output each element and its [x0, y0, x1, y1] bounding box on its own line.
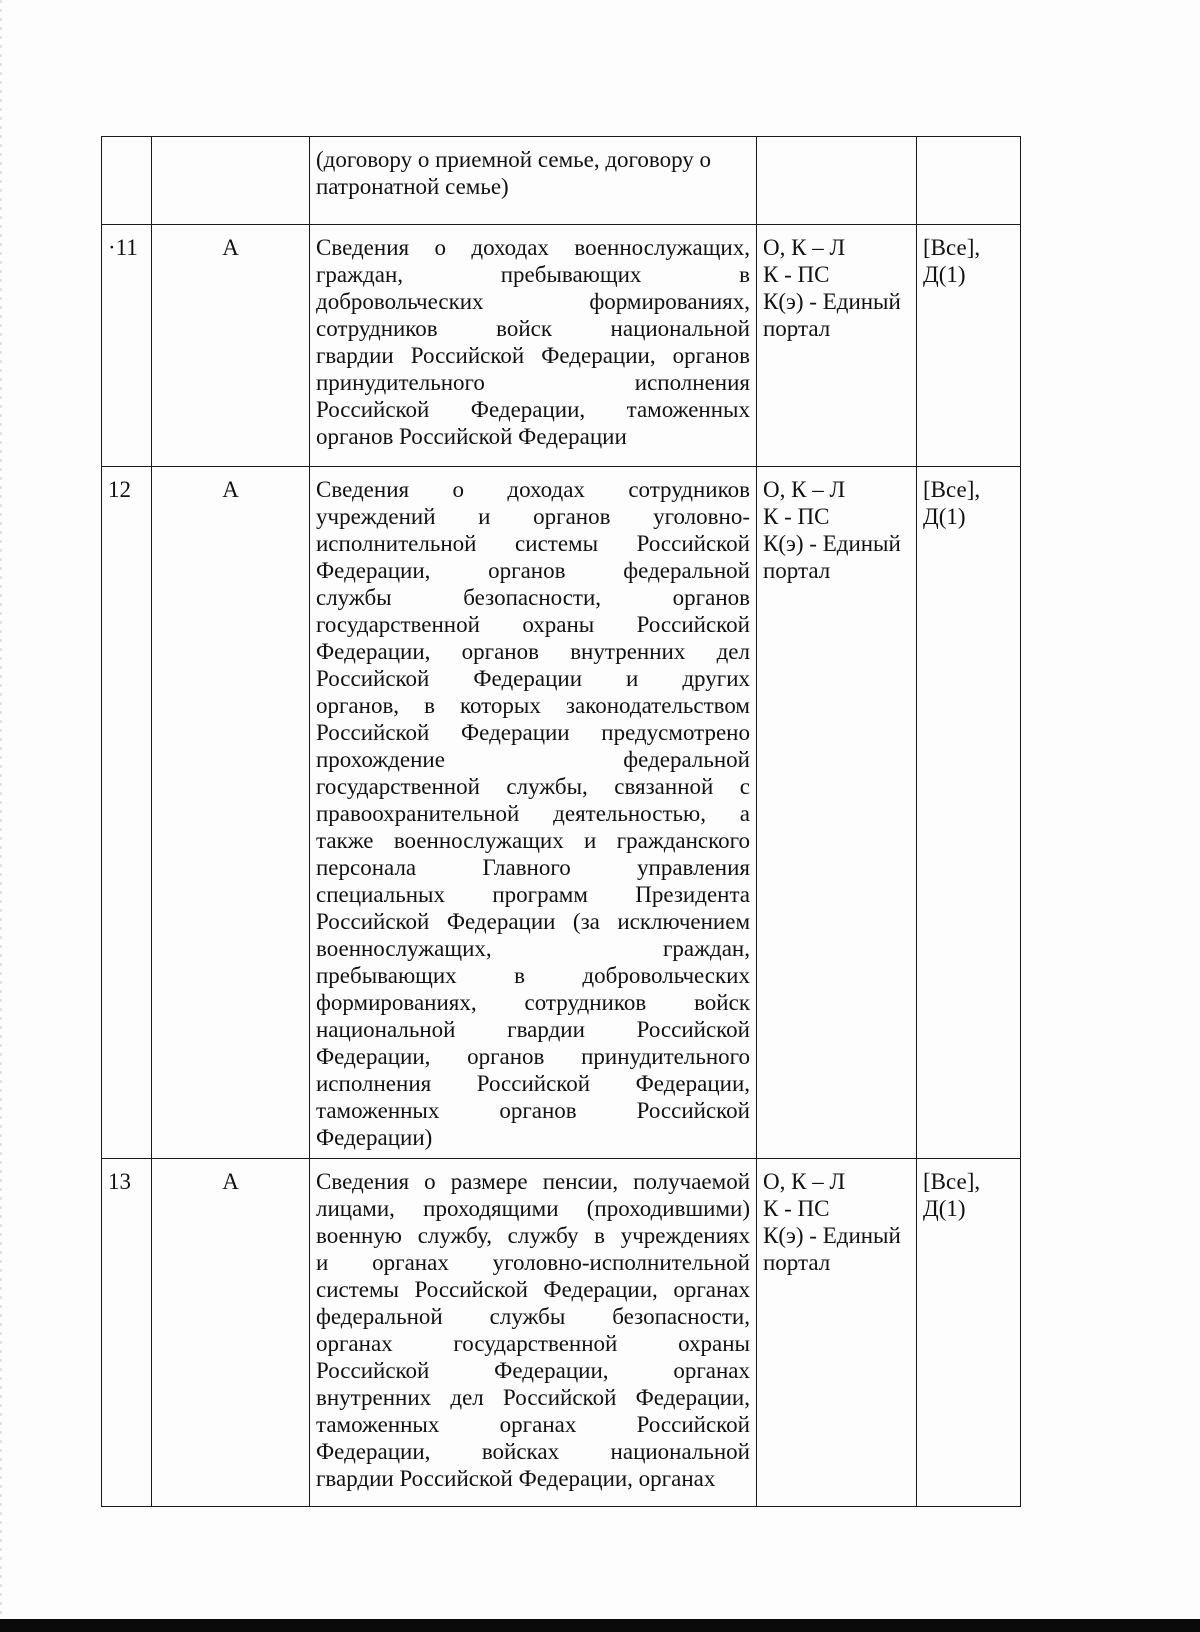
recipient-line: портал [763, 1250, 831, 1275]
access-line: Д(1) [923, 1196, 966, 1221]
access-line: [Все], [923, 235, 981, 260]
table-row [102, 137, 1021, 225]
description-line: также военнослужащих и гражданского [316, 828, 750, 853]
description-line: прохождение федеральной [316, 747, 750, 772]
recipient-line: О, К – Л [763, 235, 846, 260]
access-line: [Все], [923, 477, 981, 502]
row-description-cell [310, 225, 757, 467]
row-description-cell [310, 467, 757, 1159]
description-line: национальной гвардии Российской [316, 1017, 750, 1042]
description-line: военнослужащих, граждан, [316, 936, 750, 961]
description-line: пребывающих в добровольческих [316, 963, 750, 988]
description-line: граждан, пребывающих в [316, 262, 750, 287]
description-line: сотрудников войск национальной [316, 316, 750, 341]
scan-edge-artifact [0, 0, 2, 1632]
row-number-cell: 12 [102, 467, 152, 1159]
description-line: (договору о приемной семье, договору о [316, 147, 712, 172]
description-line: гвардии Российской Федерации, органов [316, 343, 750, 368]
description-line: таможенных органах Российской [316, 1412, 750, 1437]
description-line: Российской Федерации (за исключением [316, 909, 750, 934]
scan-bottom-border [0, 1619, 1200, 1632]
recipient-line: К(э) - Единый [763, 1223, 901, 1248]
description-line: органах государственной охраны [316, 1331, 750, 1356]
description-line: специальных программ Президента [316, 882, 750, 907]
description-line: федеральной службы безопасности, [316, 1304, 750, 1329]
row-type-cell: А [152, 1159, 310, 1507]
description-line: системы Российской Федерации, органах [316, 1277, 750, 1302]
description-line: патронатной семье) [316, 174, 509, 199]
description-line: Российской Федерации предусмотрено [316, 720, 750, 745]
description-line: Федерации, органов внутренних дел [316, 639, 750, 664]
recipient-line: портал [763, 316, 831, 341]
description-line: исполнительной системы Российской [316, 531, 750, 556]
row-recipient-cell [757, 137, 917, 225]
table-row [102, 1159, 1021, 1507]
access-line: [Все], [923, 1169, 981, 1194]
description-line: формированиях, сотрудников войск [316, 990, 750, 1015]
description-line: учреждений и органов уголовно- [316, 504, 750, 529]
row-description-cell [310, 1159, 757, 1507]
description-line: лицами, проходящими (проходившими) [316, 1196, 750, 1221]
recipient-line: О, К – Л [763, 477, 846, 502]
description-line: гвардии Российской Федерации, органах [316, 1466, 716, 1491]
recipient-line: К - ПС [763, 504, 830, 529]
description-line: государственной охраны Российской [316, 612, 750, 637]
description-line: Федерации, органов принудительного [316, 1044, 750, 1069]
row-access-cell [917, 467, 1021, 1159]
recipient-line: портал [763, 558, 831, 583]
description-line: Российской Федерации, таможенных [316, 397, 750, 422]
row-number-cell: 13 [102, 1159, 152, 1507]
row-recipient-cell [757, 225, 917, 467]
document-table [101, 136, 1021, 1507]
description-line: Сведения о размере пенсии, получаемой [316, 1169, 750, 1194]
access-line: Д(1) [923, 262, 966, 287]
description-line: государственной службы, связанной с [316, 774, 750, 799]
access-line: Д(1) [923, 504, 966, 529]
description-line: службы безопасности, органов [316, 585, 750, 610]
row-access-cell [917, 137, 1021, 225]
recipient-line: К(э) - Единый [763, 289, 901, 314]
description-line: Федерации, органов федеральной [316, 558, 750, 583]
description-line: органов Российской Федерации [316, 424, 627, 449]
recipient-line: К(э) - Единый [763, 531, 901, 556]
row-type-cell: А [152, 225, 310, 467]
row-recipient-cell [757, 1159, 917, 1507]
description-line: принудительного исполнения [316, 370, 750, 395]
table-body [102, 137, 1021, 1507]
description-line: органов, в которых законодательством [316, 693, 750, 718]
description-line: Федерации) [316, 1125, 433, 1150]
description-line: военную службу, службу в учреждениях [316, 1223, 750, 1248]
table-row [102, 225, 1021, 467]
description-line: Федерации, войсках национальной [316, 1439, 750, 1464]
recipient-line: К - ПС [763, 262, 830, 287]
description-line: Сведения о доходах военнослужащих, [316, 235, 750, 260]
row-type-cell [152, 137, 310, 225]
row-number-cell [102, 137, 152, 225]
row-description-cell [310, 137, 757, 225]
description-line: Сведения о доходах сотрудников [316, 477, 750, 502]
description-line: внутренних дел Российской Федерации, [316, 1385, 750, 1410]
row-type-cell: А [152, 467, 310, 1159]
row-access-cell [917, 1159, 1021, 1507]
recipient-line: К - ПС [763, 1196, 830, 1221]
row-access-cell [917, 225, 1021, 467]
row-number-cell: ·11 [102, 225, 152, 467]
description-line: добровольческих формированиях, [316, 289, 750, 314]
row-recipient-cell [757, 467, 917, 1159]
description-line: исполнения Российской Федерации, [316, 1071, 750, 1096]
description-line: персонала Главного управления [316, 855, 750, 880]
description-line: Российской Федерации и других [316, 666, 750, 691]
description-line: таможенных органов Российской [316, 1098, 750, 1123]
description-line: правоохранительной деятельностью, а [316, 801, 750, 826]
description-line: Российской Федерации, органах [316, 1358, 750, 1383]
table-row [102, 467, 1021, 1159]
description-line: и органах уголовно-исполнительной [316, 1250, 750, 1275]
recipient-line: О, К – Л [763, 1169, 846, 1194]
